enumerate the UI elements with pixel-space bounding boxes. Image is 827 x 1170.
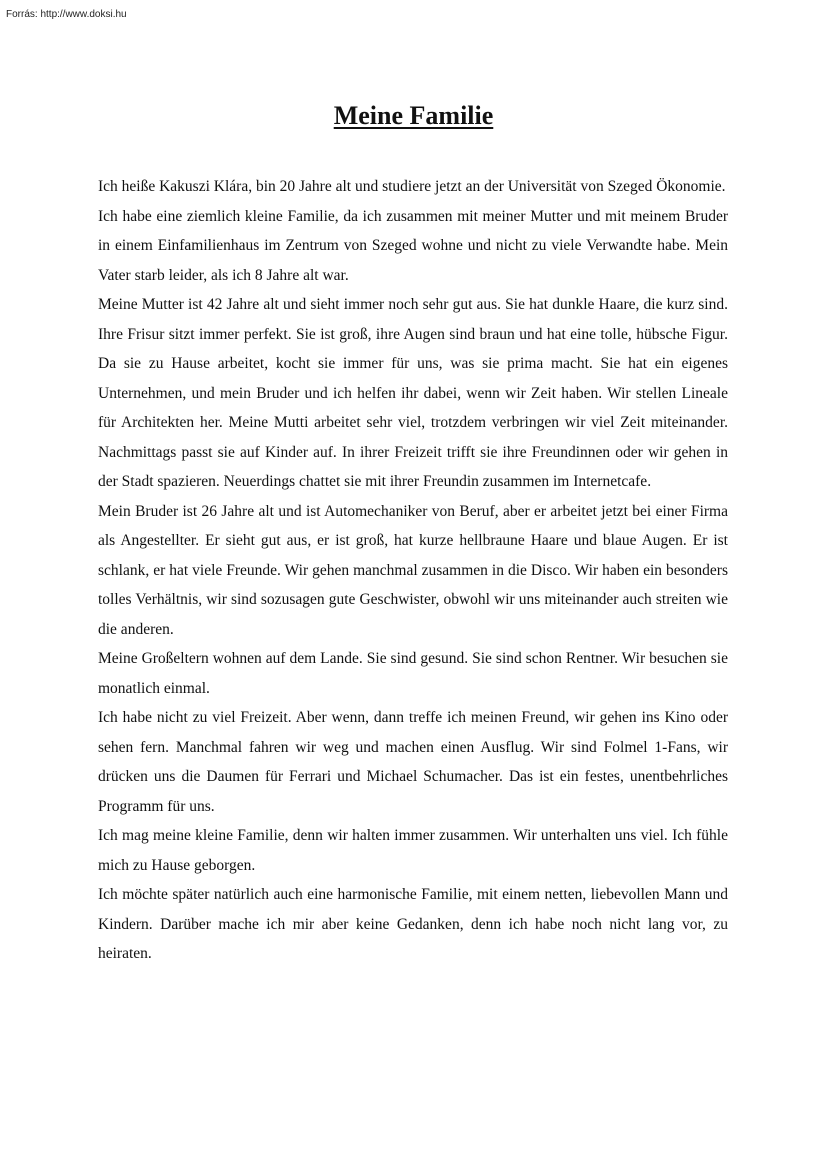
paragraph-free-time: Ich habe nicht zu viel Freizeit. Aber wenn, dann treffe ich meinen Freund, wir gehen ins Kino oder sehen fern. Manchmal fahren wir weg und machen einen Ausflug. Wir sind Folmel 1-Fans, wir drücken uns die Daumen für Ferrari und Michael Schumacher. Das ist ein festes, unentbehrliches Programm für uns. [98,709,728,815]
paragraph-grandparents: Meine Großeltern wohnen auf dem Lande. Sie sind gesund. Sie sind schon Rentner. Wir besuchen sie monatlich einmal. [98,650,728,697]
paragraph-brother: Mein Bruder ist 26 Jahre alt und ist Automechaniker von Beruf, aber er arbeitet jetzt bei einer Firma als Angestellter. Er sieht gut aus, er ist groß, hat kurze hellbraune Haare und blaue Augen. Er ist schlank, er hat viele Freunde. Wir gehen manchmal zusammen in die Disco. Wir haben ein besonders tolles Verhältnis, wir sind sozusagen gute Geschwister, obwohl wir uns miteinander auch streiten wie die anderen. [98,502,728,638]
page-title: Meine Familie [333,101,494,130]
source-note: Forrás: http://www.doksi.hu [6,9,127,20]
paragraph-together: Ich mag meine kleine Familie, denn wir halten immer zusammen. Wir unterhalten uns viel. Ich fühle mich zu Hause geborgen. [98,827,728,874]
paragraph-mother: Meine Mutter ist 42 Jahre alt und sieht immer noch sehr gut aus. Sie hat dunkle Haare, die kurz sind. Ihre Frisur sitzt immer perfekt. Sie ist groß, ihre Augen sind braun und hat eine tolle, hübsche Figur. Da sie zu Hause arbeitet, kocht sie immer für uns, was sie prima macht. Sie hat ein eigenes Unternehmen, und mein Bruder und ich helfen ihr dabei, wenn wir Zeit haben. Wir stellen Lineale für Architekten her. Meine Mutti arbeitet sehr viel, trotzdem verbringen wir viel Zeit miteinander. Nachmittags passt sie auf Kinder auf. In ihrer Freizeit trifft sie ihre Freundinnen oder wir gehen in der Stadt spazieren. Neuerdings chattet sie mit ihrer Freundin zusammen im Internetcafe. [98,296,728,490]
document-body [98,172,728,969]
paragraph-family: Ich habe eine ziemlich kleine Familie, da ich zusammen mit meiner Mutter und mit meinem Bruder in einem Einfamilienhaus im Zentrum von Szeged wohne und nicht zu viele Verwandte habe. Mein Vater starb leider, als ich 8 Jahre alt war. [98,207,728,284]
paragraph-intro: Ich heiße Kakuszi Klára, bin 20 Jahre alt und studiere jetzt an der Universität von Szeged Ökonomie. [98,178,726,195]
paragraph-future: Ich möchte später natürlich auch eine harmonische Familie, mit einem netten, liebevollen Mann und Kindern. Darüber mache ich mir aber keine Gedanken, denn ich habe noch nicht lang vor, zu heiraten. [98,886,728,962]
